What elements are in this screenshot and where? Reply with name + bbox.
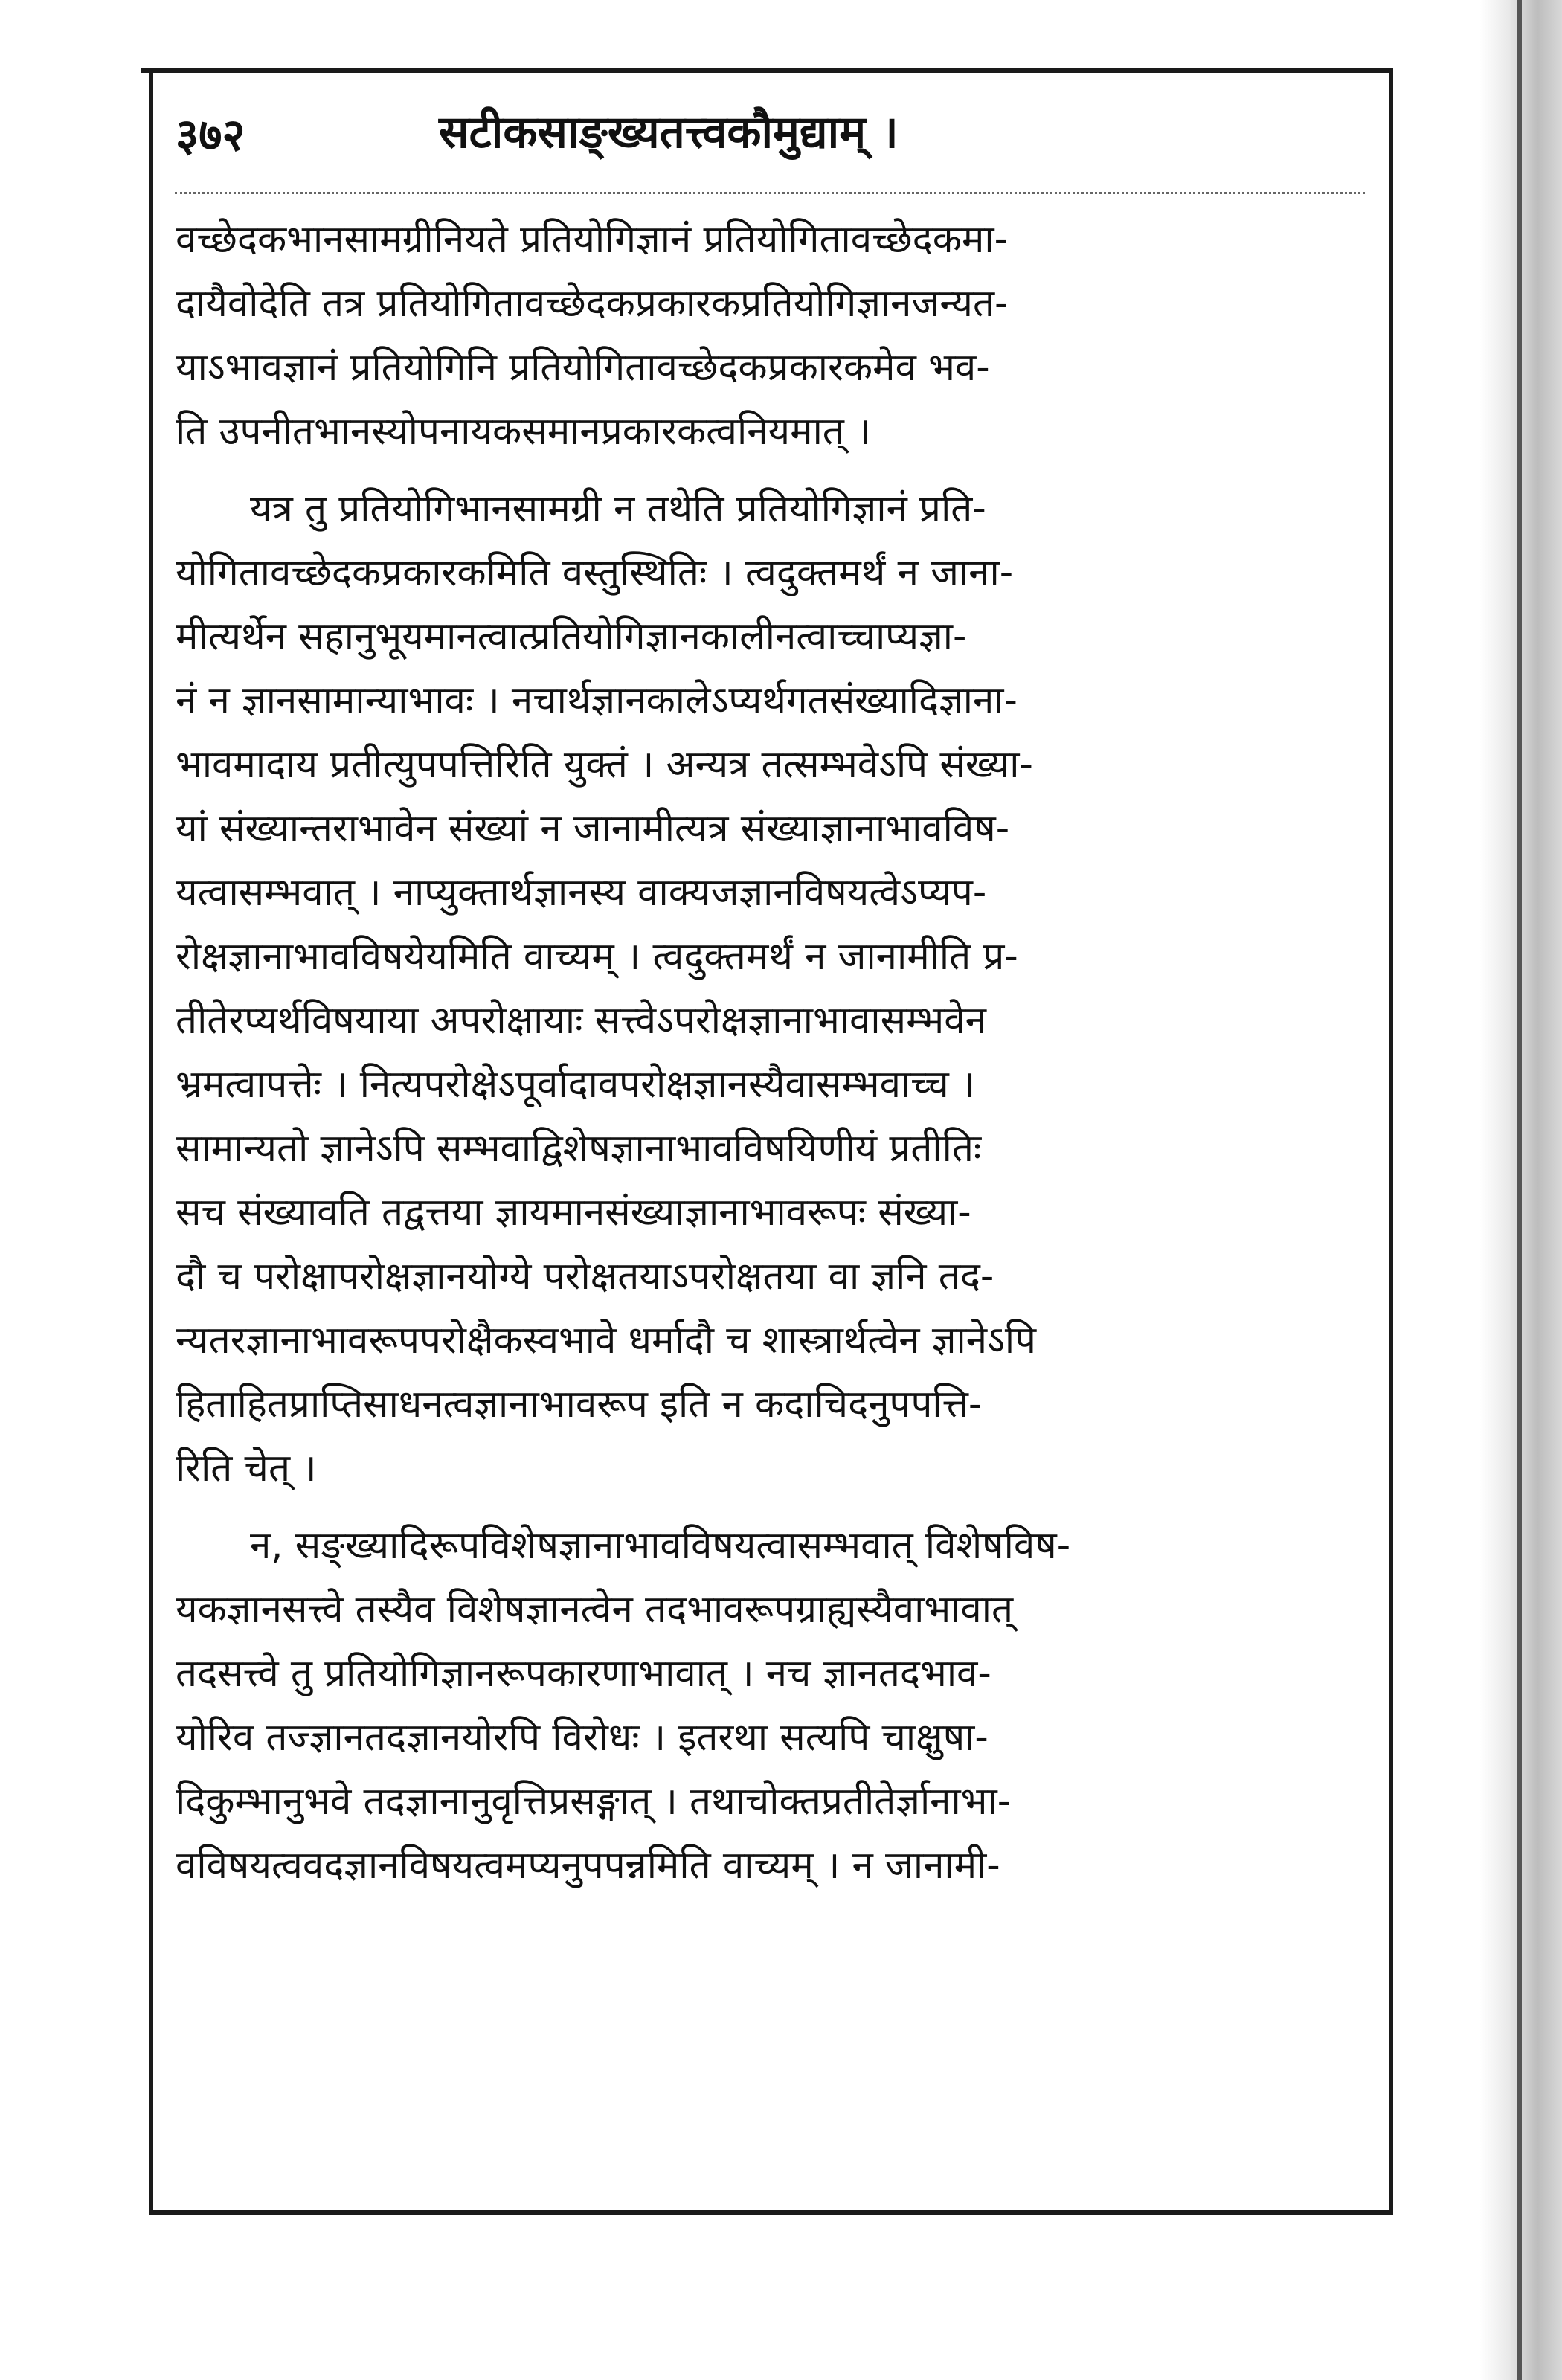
page-frame-bottom-rule [149, 2210, 1393, 2215]
text-line: वच्छेदकभानसामग्रीनियते प्रतियोगिज्ञानं प्रतियोगितावच्छेदकमा- [176, 218, 1008, 262]
page-number: ३७२ [176, 109, 245, 161]
text-line: हिताहितप्राप्तिसाधनत्वज्ञानाभावरूप इति न कदाचिदनुपपत्ति- [176, 1383, 983, 1427]
text-line: भ्रमत्वापत्तेः । नित्यपरोक्षेऽपूर्वादावपरोक्षज्ञानस्यैवासम्भवाच्च । [176, 1063, 976, 1107]
text-line: सच संख्यावति तद्वत्तया ज्ञायमानसंख्याज्ञानाभावरूपः संख्या- [176, 1191, 971, 1235]
paragraph-3 [176, 1514, 1382, 1898]
text-line: नं न ज्ञानसामान्याभावः । नचार्थज्ञानकालेऽप्यर्थगतसंख्यादिज्ञाना- [176, 679, 1018, 723]
text-line: तदसत्त्वे तु प्रतियोगिज्ञानरूपकारणाभावात् । नच ज्ञानतदभाव- [176, 1652, 991, 1696]
paragraph-2 [176, 477, 1382, 1501]
text-line: योगितावच्छेदकप्रकारकमिति वस्तुस्थितिः । त्वदुक्तमर्थं न जाना- [176, 551, 1014, 595]
paragraph-1 [176, 208, 1382, 464]
paragraph-gap [176, 1501, 1382, 1514]
text-line: यत्र तु प्रतियोगिभानसामग्री न तथेति प्रतियोगिज्ञानं प्रति- [250, 487, 986, 531]
text-line: मीत्यर्थेन सहानुभूयमानत्वात्प्रतियोगिज्ञानकालीनत्वाच्चाप्यज्ञा- [176, 615, 967, 659]
text-line: दिकुम्भानुभवे तदज्ञानानुवृत्तिप्रसङ्गात् । तथाचोक्तप्रतीतेर्ज्ञानाभा- [176, 1780, 1012, 1824]
text-line: रोक्षज्ञानाभावविषयेयमिति वाच्यम् । त्वदुक्तमर्थं न जानामीति प्र- [176, 935, 1018, 979]
text-line: तीतेरप्यर्थविषयाया अपरोक्षायाः सत्त्वेऽपरोक्षज्ञानाभावासम्भवेन [176, 999, 986, 1043]
text-line: रिति चेत् । [176, 1447, 317, 1490]
text-line: न्यतरज्ञानाभावरूपपरोक्षैकस्वभावे धर्मादौ च शास्त्रार्थत्वेन ज्ञानेऽपि [176, 1319, 1037, 1363]
text-line: यकज्ञानसत्त्वे तस्यैव विशेषज्ञानत्वेन तदभावरूपग्राह्यस्यैवाभावात् [176, 1588, 1014, 1632]
text-line: सामान्यतो ज्ञानेऽपि सम्भवाद्विशेषज्ञानाभावविषयिणीयं प्रतीतिः [176, 1127, 982, 1171]
scan-edge-line [1517, 0, 1522, 2380]
text-line: यां संख्यान्तराभावेन संख्यां न जानामीत्यत्र संख्याज्ञानाभावविष- [176, 807, 1010, 851]
page-frame-right-rule [1389, 68, 1393, 2214]
paragraph-gap [176, 464, 1382, 477]
header-dotted-rule [175, 192, 1365, 194]
body-text [176, 208, 1382, 1898]
text-line: योरिव तज्ज्ञानतदज्ञानयोरपि विरोधः । इतरथा सत्यपि चाक्षुषा- [176, 1716, 989, 1760]
text-line: दौ च परोक्षापरोक्षज्ञानयोग्ये परोक्षतयाऽपरोक्षतया वा ज्ञनि तद- [176, 1255, 994, 1299]
text-line: यत्वासम्भवात् । नाप्युक्तार्थज्ञानस्य वाक्यजज्ञानविषयत्वेऽप्यप- [176, 871, 987, 915]
text-line: न, सङ्ख्यादिरूपविशेषज्ञानाभावविषयत्वासम्भवात् विशेषविष- [250, 1524, 1071, 1568]
running-title: सटीकसाङ्ख्यतत्त्वकौमुद्याम् । [439, 106, 899, 158]
text-line: ति उपनीतभानस्योपनायकसमानप्रकारकत्वनियमात् । [176, 410, 871, 454]
text-line: भावमादाय प्रतीत्युपपत्तिरिति युक्तं । अन्यत्र तत्सम्भवेऽपि संख्या- [176, 743, 1033, 787]
text-line: वविषयत्ववदज्ञानविषयत्वमप्यनुपपन्नमिति वाच्यम् । न जानामी- [176, 1844, 1000, 1888]
text-line: याऽभावज्ञानं प्रतियोगिनि प्रतियोगितावच्छेदकप्रकारकमेव भव- [176, 346, 990, 390]
page-frame-left-rule [149, 68, 153, 2214]
text-line: दायैवोदेति तत्र प्रतियोगितावच्छेदकप्रकारकप्रतियोगिज्ञानजन्यत- [176, 282, 1009, 326]
page-frame-top-rule [141, 68, 1391, 73]
